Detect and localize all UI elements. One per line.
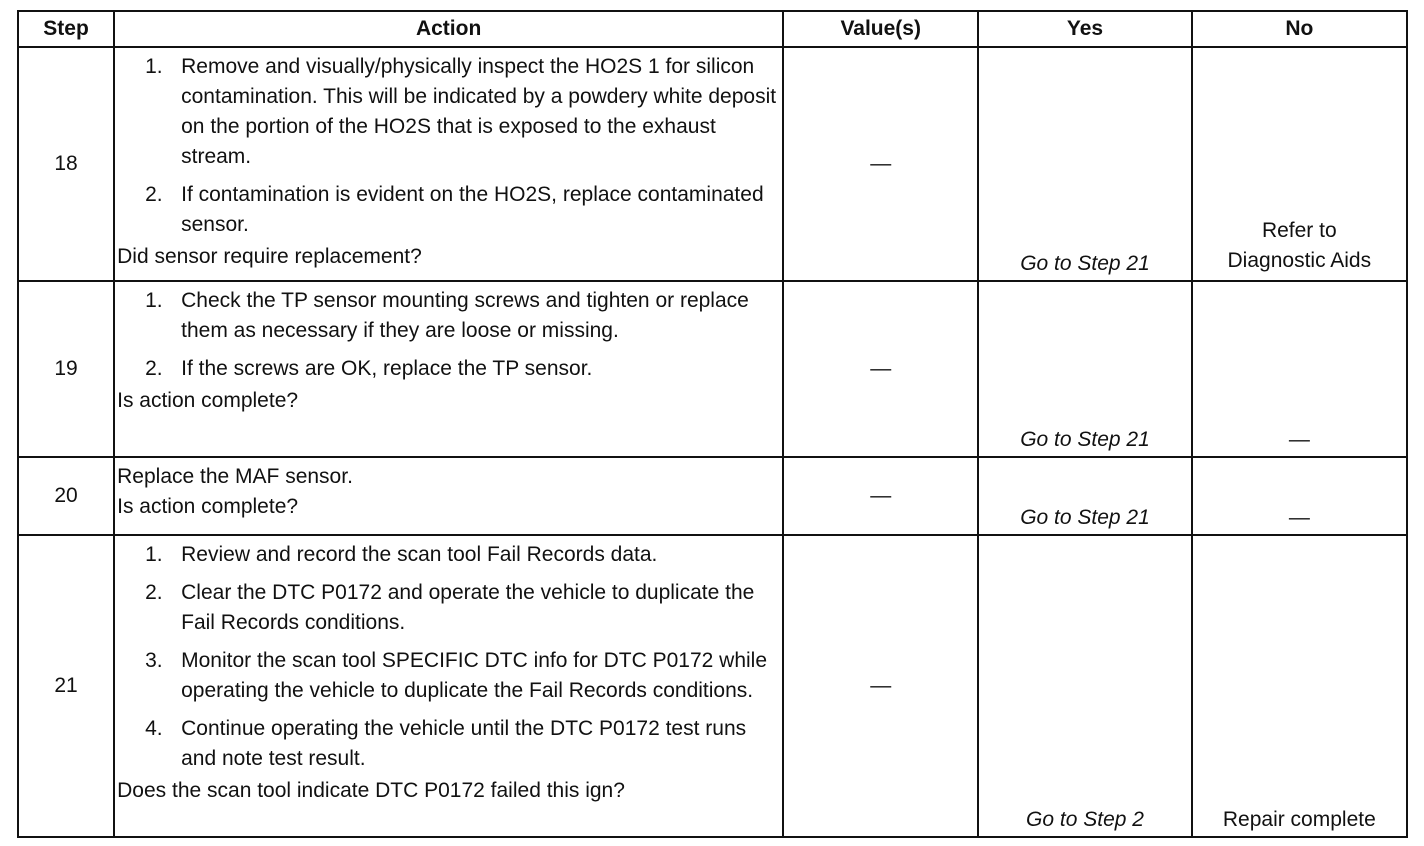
value-cell bbox=[783, 535, 978, 837]
value-cell bbox=[783, 47, 978, 281]
action-cell bbox=[114, 535, 783, 837]
step-text: Clear the DTC P0172 and operate the vehicle to duplicate the Fail Records conditions. bbox=[181, 581, 755, 634]
action-step bbox=[117, 714, 778, 774]
no-cell bbox=[1192, 535, 1407, 837]
step-text: If the screws are OK, replace the TP sensor. bbox=[181, 357, 593, 380]
no-text: Refer to Diagnostic Aids bbox=[1227, 219, 1372, 272]
step-index: 4. bbox=[145, 717, 163, 740]
action-paragraph: Replace the MAF sensor. bbox=[117, 465, 353, 488]
action-question: Does the scan tool indicate DTC P0172 failed this ign? bbox=[117, 779, 625, 802]
step-index: 2. bbox=[145, 183, 163, 206]
no-text: — bbox=[1288, 506, 1310, 529]
step-text: If contamination is evident on the HO2S, replace contaminated sensor. bbox=[181, 183, 764, 236]
diagnostic-table bbox=[17, 10, 1408, 838]
yes-link[interactable]: Go to Step 2 bbox=[1026, 808, 1144, 831]
table-row bbox=[18, 281, 1407, 457]
step-index: 1. bbox=[145, 55, 163, 78]
action-cell bbox=[114, 47, 783, 281]
value-cell bbox=[783, 457, 978, 535]
step-text: Remove and visually/physically inspect the HO2S 1 for silicon contamination. This will be indicated by a powdery white deposit on the portion of the HO2S that is exposed to the exhaust stream. bbox=[181, 55, 777, 168]
action-cell bbox=[114, 457, 783, 535]
no-cell bbox=[1192, 47, 1407, 281]
no-text: Repair complete bbox=[1222, 808, 1376, 831]
yes-cell bbox=[978, 47, 1191, 281]
value-cell bbox=[783, 281, 978, 457]
step-text: Check the TP sensor mounting screws and tighten or replace them as necessary if they are loose or missing. bbox=[181, 289, 749, 342]
action-step bbox=[117, 180, 778, 240]
value-dash: — bbox=[870, 357, 892, 380]
action-step bbox=[117, 646, 778, 706]
value-dash: — bbox=[870, 484, 892, 507]
table-row bbox=[18, 47, 1407, 281]
header-values: Value(s) bbox=[783, 11, 978, 47]
action-question: Did sensor require replacement? bbox=[117, 245, 422, 268]
yes-cell bbox=[978, 535, 1191, 837]
yes-link[interactable]: Go to Step 21 bbox=[1020, 506, 1150, 529]
step-index: 1. bbox=[145, 543, 163, 566]
step-number: 19 bbox=[18, 281, 114, 457]
header-yes: Yes bbox=[978, 11, 1191, 47]
value-dash: — bbox=[870, 152, 892, 175]
no-text: — bbox=[1288, 428, 1310, 451]
header-row bbox=[18, 11, 1407, 47]
yes-link[interactable]: Go to Step 21 bbox=[1020, 428, 1150, 451]
step-number: 20 bbox=[18, 457, 114, 535]
action-cell bbox=[114, 281, 783, 457]
table-row bbox=[18, 535, 1407, 837]
action-step bbox=[117, 540, 778, 570]
no-cell bbox=[1192, 457, 1407, 535]
action-steps bbox=[117, 52, 778, 240]
step-text: Monitor the scan tool SPECIFIC DTC info for DTC P0172 while operating the vehicle to duplicate the Fail Records conditions. bbox=[181, 649, 768, 702]
action-step bbox=[117, 52, 778, 172]
action-steps bbox=[117, 540, 778, 774]
step-index: 2. bbox=[145, 581, 163, 604]
action-question: Is action complete? bbox=[117, 389, 299, 412]
step-text: Continue operating the vehicle until the DTC P0172 test runs and note test result. bbox=[181, 717, 747, 770]
step-index: 1. bbox=[145, 289, 163, 312]
yes-cell bbox=[978, 457, 1191, 535]
yes-cell bbox=[978, 281, 1191, 457]
step-text: Review and record the scan tool Fail Records data. bbox=[181, 543, 658, 566]
step-index: 2. bbox=[145, 357, 163, 380]
value-dash: — bbox=[870, 674, 892, 697]
step-index: 3. bbox=[145, 649, 163, 672]
action-step bbox=[117, 354, 778, 384]
action-step bbox=[117, 286, 778, 346]
step-number: 18 bbox=[18, 47, 114, 281]
header-no: No bbox=[1192, 11, 1407, 47]
header-action: Action bbox=[114, 11, 783, 47]
action-question: Is action complete? bbox=[117, 495, 299, 518]
no-cell bbox=[1192, 281, 1407, 457]
action-steps bbox=[117, 286, 778, 384]
header-step: Step bbox=[18, 11, 114, 47]
step-number: 21 bbox=[18, 535, 114, 837]
yes-link[interactable]: Go to Step 21 bbox=[1020, 252, 1150, 275]
action-step bbox=[117, 578, 778, 638]
table-row bbox=[18, 457, 1407, 535]
